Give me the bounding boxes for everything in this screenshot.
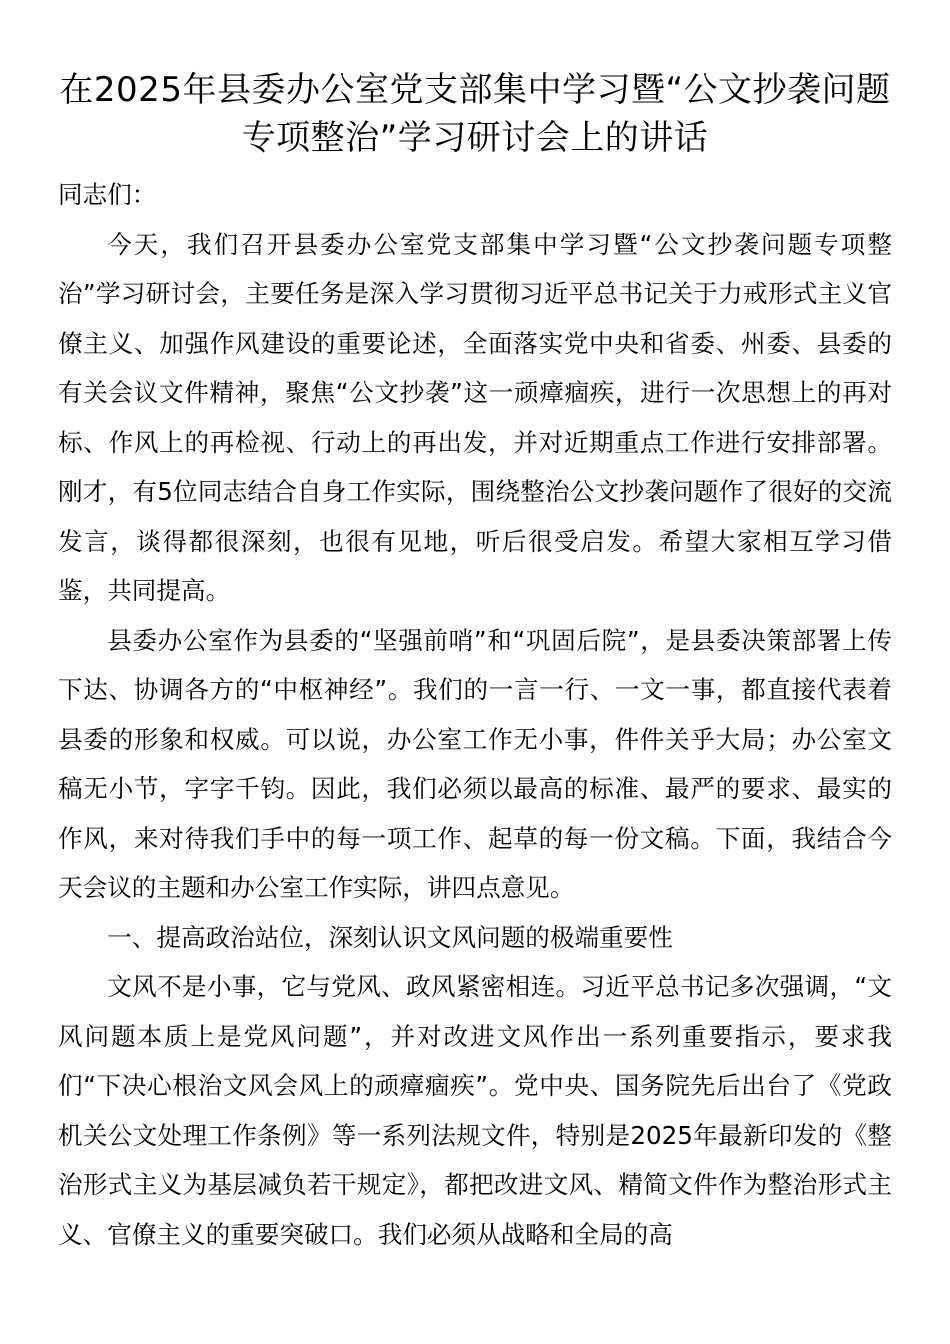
paragraph-opening: 今天，我们召开县委办公室党支部集中学习暨“公文抄袭问题专项整治”学习研讨会，主要任务是深入学习贯彻习近平总书记关于力戒形式主义官僚主义、加强作风建设的重要论述，全面落实党中央和省委、州委、县委的有关会议文件精神，聚焦“公文抄袭”这一顽瘴痼疾，进行一次思想上的再对标、作风上的再检视、行动上的再出发，并对近期重点工作进行安排部署。刚才，有5位同志结合自身工作实际，围绕整治公文抄袭问题作了很好的交流发言，谈得都很深刻，也很有见地，听后很受启发。希望大家相互学习借鉴，共同提高。 [58,229,892,605]
document-page [58,66,892,1259]
document-title: 在2025年县委办公室党支部集中学习暨“公文抄袭问题专项整治”学习研讨会上的讲话 [59,70,891,158]
paragraph-office-role: 县委办公室作为县委的“坚强前哨”和“巩固后院”，是县委决策部署上传下达、协调各方的“中枢神经”。我们的一言一行、一文一事，都直接代表着县委的形象和权威。可以说，办公室工作无小事，件件关乎大局；办公室文稿无小节，字字千钧。因此，我们必须以最高的标准、最严的要求、最实的作风，来对待我们手中的每一项工作、起草的每一份文稿。下面，我结合今天会议的主题和办公室工作实际，讲四点意见。 [58,625,892,902]
greeting: 同志们： [58,180,157,209]
paragraph-section-one: 文风不是小事，它与党风、政风紧密相连。习近平总书记多次强调，“文风问题本质上是党风问题”，并对改进文风作出一系列重要指示，要求我们“下决心根治文风会风上的顽瘴痼疾”。党中央、国务院先后出台了《党政机关公文处理工作条例》等一系列法规文件，特别是2025年最新印发的《整治形式主义为基层减负若干规定》，都把改进文风、精简文件作为整治形式主义、官僚主义的重要突破口。我们必须从战略和全局的高 [58,972,892,1249]
section-heading: 一、提高政治站位，深刻认识文风问题的极端重要性 [107,922,673,952]
document-body [58,170,892,1259]
